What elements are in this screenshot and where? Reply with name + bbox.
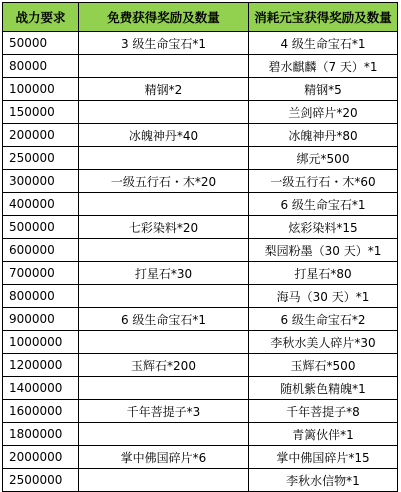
paid-reward-cell: 碧水麒麟（7 天）*1 [249,55,398,78]
power-requirement-cell: 800000 [3,285,79,308]
power-requirement-cell: 900000 [3,308,79,331]
table-row [3,285,398,308]
free-reward-cell: 冰魄神丹*40 [79,124,249,147]
free-reward-cell: 玉辉石*200 [79,354,249,377]
free-reward-cell [79,469,249,492]
free-reward-cell [79,377,249,400]
table-row [3,78,398,101]
paid-reward-cell: 玉辉石*500 [249,354,398,377]
free-reward-cell: 千年菩提子*3 [79,400,249,423]
power-requirement-cell: 50000 [3,32,79,55]
power-requirement-cell: 1200000 [3,354,79,377]
power-requirement-cell: 250000 [3,147,79,170]
free-reward-cell: 一级五行石・木*20 [79,170,249,193]
reward-table-container [2,2,398,492]
paid-reward-cell: 4 级生命宝石*1 [249,32,398,55]
power-requirement-cell: 1600000 [3,400,79,423]
header-power-requirement: 战力要求 [3,3,79,32]
table-row [3,354,398,377]
paid-reward-cell: 李秋水信物*1 [249,469,398,492]
free-reward-cell [79,423,249,446]
paid-reward-cell: 海马（30 天）*1 [249,285,398,308]
table-row [3,124,398,147]
paid-reward-cell: 李秋水美人碎片*30 [249,331,398,354]
free-reward-cell [79,147,249,170]
table-row [3,469,398,492]
free-reward-cell [79,193,249,216]
paid-reward-cell: 精钢*5 [249,78,398,101]
power-requirement-cell: 700000 [3,262,79,285]
free-reward-cell: 掌中佛国碎片*6 [79,446,249,469]
table-body [3,32,398,492]
free-reward-cell: 6 级生命宝石*1 [79,308,249,331]
power-requirement-cell: 100000 [3,78,79,101]
table-row [3,377,398,400]
table-header-row [3,3,398,32]
free-reward-cell [79,285,249,308]
power-requirement-cell: 500000 [3,216,79,239]
paid-reward-cell: 千年菩提子*8 [249,400,398,423]
table-row [3,446,398,469]
paid-reward-cell: 兰剑碎片*20 [249,101,398,124]
free-reward-cell: 3 级生命宝石*1 [79,32,249,55]
table-row [3,423,398,446]
power-requirement-cell: 80000 [3,55,79,78]
paid-reward-cell: 6 级生命宝石*2 [249,308,398,331]
paid-reward-cell: 掌中佛国碎片*15 [249,446,398,469]
paid-reward-cell: 打星石*80 [249,262,398,285]
paid-reward-cell: 青篱伙伴*1 [249,423,398,446]
paid-reward-cell: 炫彩染料*15 [249,216,398,239]
free-reward-cell [79,101,249,124]
reward-table [2,2,398,492]
free-reward-cell [79,331,249,354]
header-free-reward: 免费获得奖励及数量 [79,3,249,32]
table-row [3,331,398,354]
power-requirement-cell: 2000000 [3,446,79,469]
table-row [3,170,398,193]
paid-reward-cell: 梨园粉墨（30 天）*1 [249,239,398,262]
table-row [3,239,398,262]
free-reward-cell [79,55,249,78]
table-row [3,101,398,124]
table-row [3,308,398,331]
power-requirement-cell: 1400000 [3,377,79,400]
free-reward-cell: 七彩染料*20 [79,216,249,239]
table-row [3,400,398,423]
table-row [3,216,398,239]
power-requirement-cell: 1000000 [3,331,79,354]
table-row [3,262,398,285]
table-row [3,55,398,78]
power-requirement-cell: 400000 [3,193,79,216]
free-reward-cell: 打星石*30 [79,262,249,285]
power-requirement-cell: 600000 [3,239,79,262]
free-reward-cell [79,239,249,262]
header-paid-reward: 消耗元宝获得奖励及数量 [249,3,398,32]
table-row [3,193,398,216]
paid-reward-cell: 随机紫色精魄*1 [249,377,398,400]
free-reward-cell: 精钢*2 [79,78,249,101]
table-row [3,32,398,55]
paid-reward-cell: 6 级生命宝石*1 [249,193,398,216]
power-requirement-cell: 2500000 [3,469,79,492]
table-row [3,147,398,170]
paid-reward-cell: 冰魄神丹*80 [249,124,398,147]
power-requirement-cell: 200000 [3,124,79,147]
power-requirement-cell: 150000 [3,101,79,124]
power-requirement-cell: 300000 [3,170,79,193]
paid-reward-cell: 一级五行石・木*60 [249,170,398,193]
power-requirement-cell: 1800000 [3,423,79,446]
paid-reward-cell: 绑元*500 [249,147,398,170]
